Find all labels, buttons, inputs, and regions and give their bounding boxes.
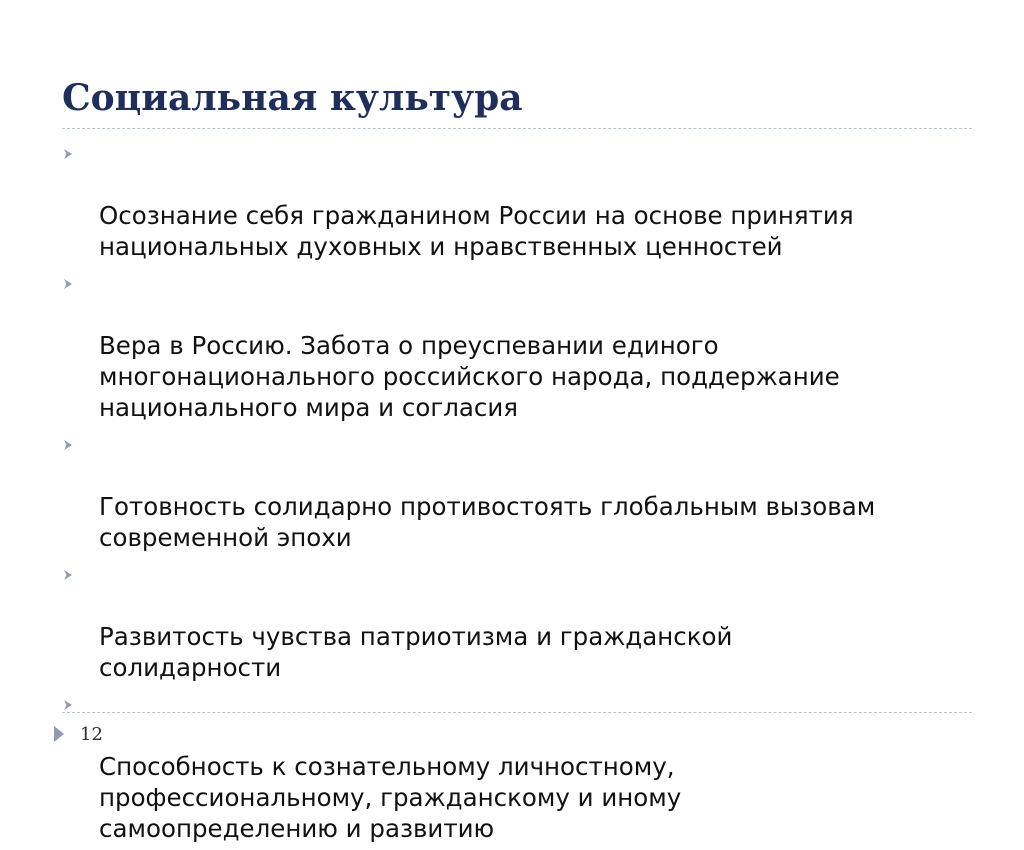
footer-divider [62, 712, 972, 713]
bullet-text: Способность к сознательному личностному, профессиональному, гражданскому и иному самоопределению и развитию [99, 752, 682, 843]
bullet-text: Вера в Россию. Забота о преуспевании единого многонационального российского народа, поддержание национального мира и согласия [99, 331, 840, 422]
chevron-right-icon [62, 278, 74, 290]
list-item [62, 138, 972, 262]
list-item [62, 268, 972, 423]
list-item [62, 559, 972, 683]
page-number: 12 [80, 724, 103, 745]
chevron-right-icon [62, 699, 74, 711]
chevron-right-icon [62, 439, 74, 451]
chevron-right-icon [62, 569, 74, 581]
list-item [62, 429, 972, 553]
title-divider [62, 128, 972, 129]
triangle-right-icon [53, 725, 65, 743]
bullet-list [62, 138, 972, 850]
slide-title: Социальная культура [62, 77, 523, 119]
bullet-text: Осознание себя гражданином России на основе принятия национальных духовных и нравственных ценностей [99, 201, 854, 261]
chevron-right-icon [62, 148, 74, 160]
bullet-text: Готовность солидарно противостоять глобальным вызовам современной эпохи [99, 492, 876, 552]
bullet-text: Развитость чувства патриотизма и гражданской солидарности [99, 622, 733, 682]
